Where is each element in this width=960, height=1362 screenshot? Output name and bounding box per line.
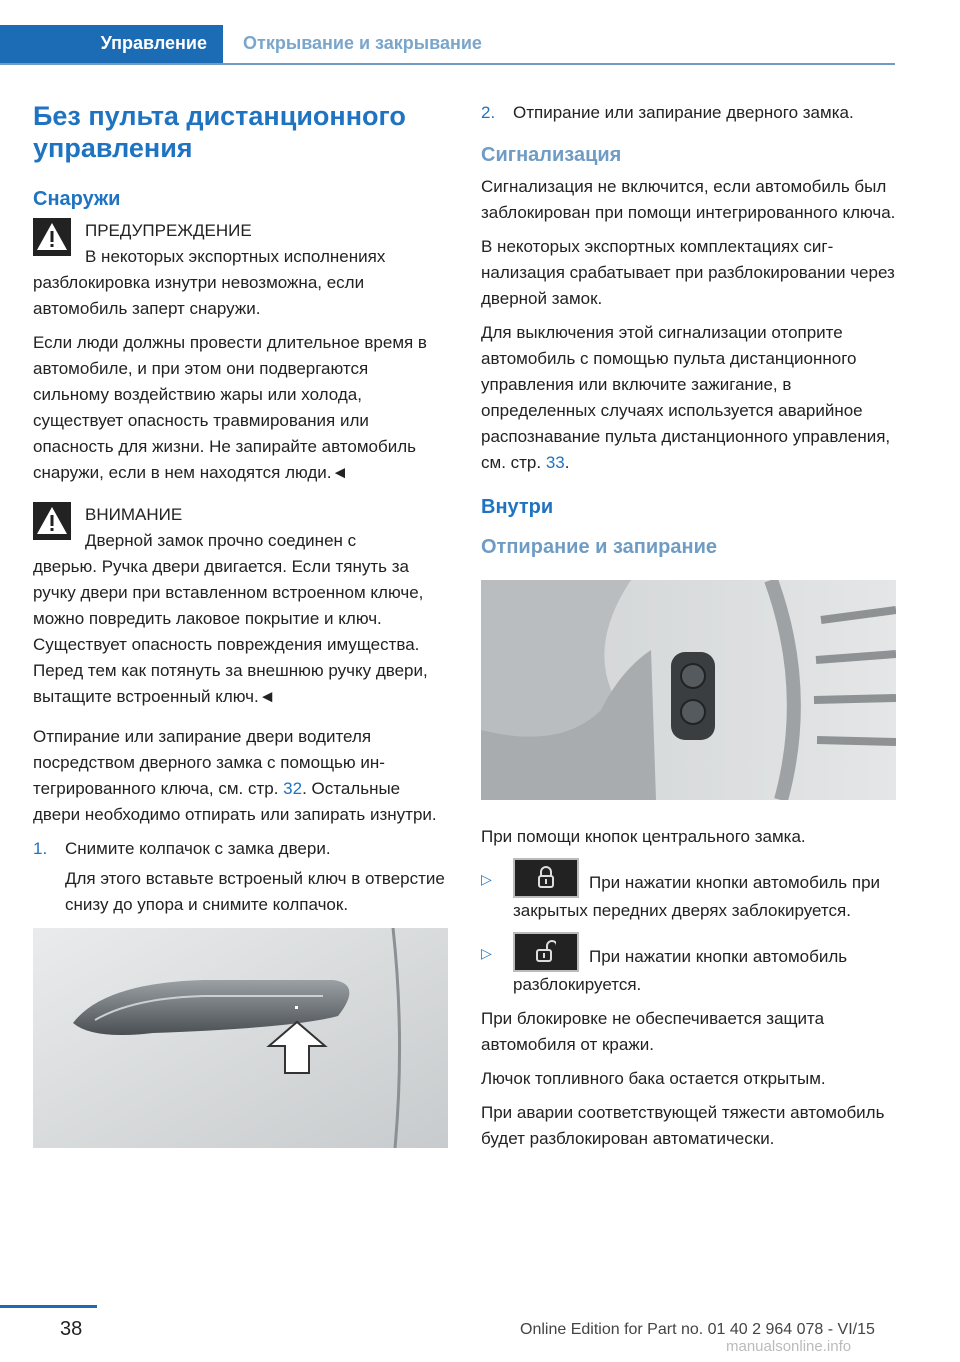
page-title: Без пульта дистанционного управления (33, 101, 406, 163)
central-lock-image (481, 580, 896, 800)
watermark: manualsonline.info (726, 1338, 852, 1355)
edition-info: Online Edition for Part no. 01 40 2 964 078 - VI/15 (520, 1321, 875, 1338)
warning-title: ПРЕДУПРЕЖДЕНИЕ (85, 221, 252, 240)
page-link[interactable]: 33 (545, 453, 565, 472)
lock-button[interactable] (513, 858, 579, 898)
step-text: Снимите колпачок с замка двери. (65, 839, 331, 858)
lock-open-icon (536, 939, 556, 963)
warning-icon (33, 502, 71, 540)
lock-closed-icon (536, 865, 556, 889)
alarm-heading: Сигнализация (481, 144, 622, 166)
warning-paragraph: Если люди должны провести длительное время в автомобиле, и при этом они подвергаются сильному воздействию жары или холода, существует опасность травмирования или опасность для жизни. Не запирайте автомобиль снаружи, если в нем находятся люди.◄ (33, 333, 427, 482)
page-link[interactable]: 32 (283, 779, 303, 798)
lock-button-item (481, 858, 896, 924)
lock-heading: Отпирание и запирание (481, 536, 717, 558)
bullet-marker: ▷ (481, 945, 492, 961)
body-paragraph: При блокировке не обеспечивается защита автомобиля от кражи. (481, 1009, 825, 1054)
body-paragraph: При аварии соответствующей тяжести автомобиль будет разблокирован автоматически. (481, 1103, 885, 1148)
outside-heading: Снаружи (33, 188, 121, 210)
footer-line (0, 1305, 97, 1308)
caution-title: ВНИМАНИЕ (85, 505, 183, 524)
unlock-button[interactable] (513, 932, 579, 972)
alarm-paragraph: Для выключения этой сигнализации отоприте автомобиль с помощью пульта дистанционного управления или включите зажигание, в определенных случаях используется аварийное распознавание пульта дистанционного управления, см. стр. 33. (481, 323, 891, 472)
lock-button-text: При нажатии кнопки автомобиль при закрытых передних дверях заблокируется. (513, 873, 881, 920)
page-number: 38 (60, 1318, 83, 1340)
warning-icon (33, 218, 71, 256)
caution-block (33, 502, 448, 710)
section-tab-label: Управление (100, 33, 207, 53)
unlock-button-item (481, 932, 896, 998)
section-tab[interactable] (0, 25, 223, 63)
body-paragraph: Отпирание или запирание двери водителя посредством дверного замка с помощью интегрированного ключа, см. стр. 32. Остальные двери необходимо отпирать или запирать изнутри. (33, 727, 437, 824)
body-paragraph: Лючок топливного бака остается открытым. (481, 1069, 826, 1088)
warning-text: разблокировка изнутри невозможна, если автомобиль заперт снаружи. (33, 273, 365, 318)
caution-text: дверью. Ручка двери двигается. Если тянуть за ручку двери при вставленном встроенном ключе, можно повредить лаковое покрытие и ключ. Существует опасность повреждения имущества. Перед тем как потянуть за внешнюю ручку двери, вытащите встроенный ключ.◄ (33, 557, 428, 706)
step-number: 1. (33, 839, 48, 858)
inside-heading: Внутри (481, 496, 554, 518)
image-caption: При помощи кнопок центрального замка. (481, 827, 806, 846)
left-column (33, 100, 448, 1172)
step-number: 2. (481, 103, 496, 122)
subsection-title[interactable]: Открывание и закрывание (243, 33, 482, 53)
page-header (0, 25, 895, 65)
caution-text-first: Дверной замок прочно соединен с (85, 531, 357, 550)
warning-text-first: В некоторых экспортных исполнениях (85, 247, 386, 266)
alarm-paragraph: В некоторых экспортных комплектациях сигнализация срабатывает при разблокировании через дверной замок. (481, 237, 895, 308)
right-column (481, 100, 896, 1160)
warning-block (33, 218, 448, 322)
unlock-button-text: При нажатии кнопки автомобиль разблокируется. (513, 947, 848, 994)
bullet-marker: ▷ (481, 871, 492, 887)
step-1 (33, 836, 448, 862)
step-2 (481, 100, 896, 126)
door-handle-image (33, 928, 448, 1148)
step-1-detail: Для этого вставьте встроеный ключ в отверстие снизу до упора и снимите колпачок. (65, 869, 445, 914)
alarm-paragraph: Сигнализация не включится, если автомобиль был заблокирован при помощи интегрированного ключа. (481, 177, 896, 222)
step-text: Отпирание или запирание дверного замка. (513, 103, 854, 122)
